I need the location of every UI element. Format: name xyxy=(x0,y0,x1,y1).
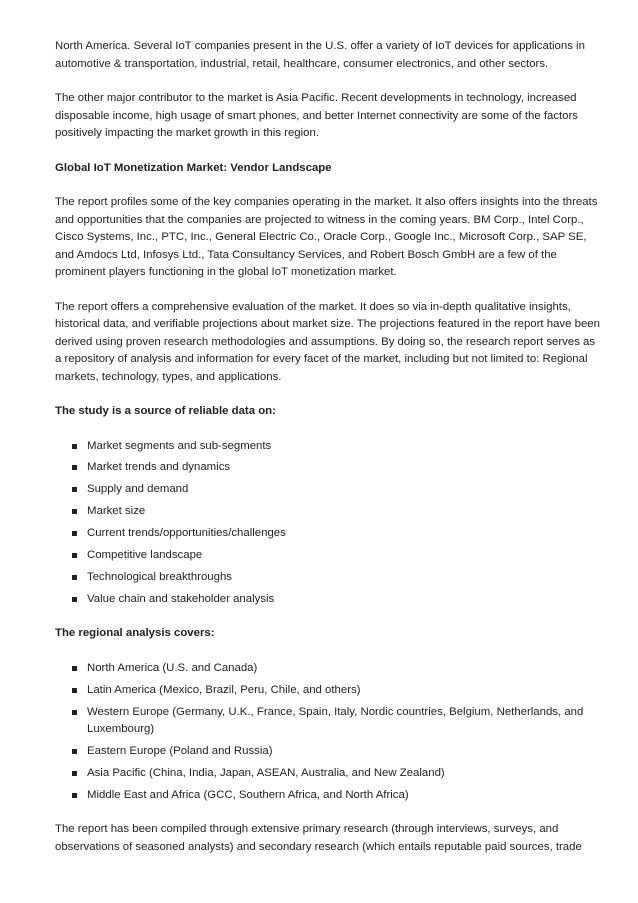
bullet-icon xyxy=(72,710,77,715)
list-item xyxy=(71,765,602,783)
bullet-icon xyxy=(72,509,77,514)
list-item xyxy=(71,481,602,499)
bullet-icon xyxy=(72,597,77,602)
vendor-paragraph: The report profiles some of the key companies operating in the market. It also offers insights into the threats and opportunities that the companies are projected to witness in the coming years. BM Corp., Intel Corp., Cisco Systems, Inc., PTC, Inc., General Electric Co., Oracle Corp., Google Inc., Microsoft Corp., SAP SE, and Amdocs Ltd, Infosys Ltd., Tata Consultancy Services, and Robert Bosch GmbH are a few of the prominent players functioning in the global IoT monetization market. xyxy=(55,196,598,278)
list-item-text: Latin America (Mexico, Brazil, Peru, Chile, and others) xyxy=(87,683,361,696)
bullet-icon xyxy=(72,575,77,580)
bullet-icon xyxy=(72,444,77,449)
list-item-text: Value chain and stakeholder analysis xyxy=(87,592,275,605)
bullet-icon xyxy=(72,465,77,470)
bullet-icon xyxy=(72,487,77,492)
list-item xyxy=(71,503,602,521)
study-heading: The study is a source of reliable data on: xyxy=(55,405,276,417)
list-item xyxy=(71,787,602,805)
list-item-text: Market segments and sub-segments xyxy=(87,439,272,452)
bullet-icon xyxy=(72,771,77,776)
bullet-icon xyxy=(72,666,77,671)
bullet-icon xyxy=(72,531,77,536)
intro-paragraph: North America. Several IoT companies present in the U.S. offer a variety of IoT devices for applications in automotive & transportation, industrial, retail, healthcare, consumer electronics, and other sectors. xyxy=(55,40,585,70)
regional-list xyxy=(55,660,602,804)
list-item-text: Western Europe (Germany, U.K., France, Spain, Italy, Nordic countries, Belgium, Netherlands, and Luxembourg) xyxy=(87,705,584,736)
evaluation-paragraph: The report offers a comprehensive evaluation of the market. It does so via in-depth qualitative insights, historical data, and verifiable projections about market size. The projections featured in the report have been derived using proven research methodologies and assumptions. By doing so, the research report serves as a repository of analysis and information for every facet of the market, including but not limited to: Regional markets, technology, types, and applications. xyxy=(55,300,600,383)
list-item xyxy=(71,660,602,678)
list-item-text: Technological breakthroughs xyxy=(87,570,233,583)
list-item-text: Eastern Europe (Poland and Russia) xyxy=(87,744,273,757)
list-item-text: Market trends and dynamics xyxy=(87,461,231,474)
asia-pacific-paragraph: The other major contributor to the market is Asia Pacific. Recent developments in technology, increased disposable income, high usage of smart phones, and better Internet connectivity are some of the factors positively impacting the market growth in this region. xyxy=(55,92,579,139)
list-item xyxy=(71,438,602,456)
study-list xyxy=(55,438,602,609)
list-item xyxy=(71,525,602,543)
list-item xyxy=(71,569,602,587)
vendor-landscape-heading: Global IoT Monetization Market: Vendor Landscape xyxy=(55,161,332,174)
list-item xyxy=(71,547,602,565)
list-item xyxy=(71,459,602,477)
bullet-icon xyxy=(72,749,77,754)
bullet-icon xyxy=(72,793,77,798)
list-item-text: Middle East and Africa (GCC, Southern Africa, and North Africa) xyxy=(87,788,409,801)
list-item xyxy=(71,682,602,700)
list-item-text: Current trends/opportunities/challenges xyxy=(87,527,286,540)
list-item xyxy=(71,743,602,761)
bullet-icon xyxy=(72,688,77,693)
list-item-text: Market size xyxy=(87,505,146,518)
list-item xyxy=(71,704,602,739)
list-item xyxy=(71,591,602,609)
list-item-text: Asia Pacific (China, India, Japan, ASEAN, Australia, and New Zealand) xyxy=(87,766,445,779)
regional-heading: The regional analysis covers: xyxy=(55,627,215,640)
list-item-text: Supply and demand xyxy=(87,483,189,496)
list-item-text: Competitive landscape xyxy=(87,548,203,561)
list-item-text: North America (U.S. and Canada) xyxy=(87,661,258,674)
bullet-icon xyxy=(72,553,77,558)
closing-paragraph: The report has been compiled through extensive primary research (through interviews, surveys, and observations of seasoned analysts) and secondary research (which entails reputable paid sources, trade xyxy=(55,823,582,853)
